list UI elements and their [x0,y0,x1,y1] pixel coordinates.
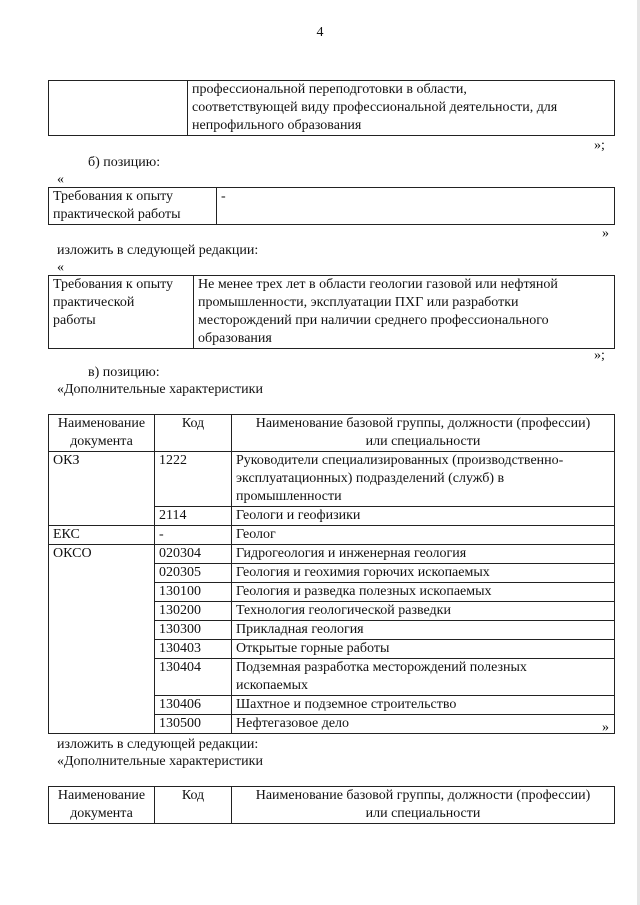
table-cell [49,507,155,526]
paragraph-new-edition: изложить в следующей редакции: [57,737,259,752]
table-row [49,545,615,564]
header-cell: Код [155,787,232,824]
table-cell: Руководители специализированных (производственно- эксплуатационных) подразделений (служб) в промышленности [232,452,615,507]
paragraph-new-edition: изложить в следующей редакции: [57,243,259,258]
table-cell: 130406 [155,696,232,715]
table-cell: Технология геологической разведки [232,602,615,621]
table-cell [49,715,155,734]
section-title: «Дополнительные характеристики [57,754,263,769]
table-row [49,564,615,583]
table-cell: Шахтное и подземное строительство [232,696,615,715]
table-cell: Не менее трех лет в области геологии газовой или нефтяной промышленности, эксплуатации ПХГ или разработки месторождений при наличии среднего профессионального образования [194,276,615,349]
closing-quote: »; [594,348,605,363]
section-title: «Дополнительные характеристики [57,382,263,397]
table-header-row [49,415,615,452]
table-cell: ОКЗ [49,452,155,507]
table-header-row [49,787,615,824]
additional-characteristics-table-new [48,786,615,824]
table-cell: Требования к опыту практической работы [49,188,217,225]
table-cell: 130100 [155,583,232,602]
table-row [49,659,615,696]
closing-quote: » [602,720,609,735]
experience-table-old [48,187,615,225]
table-cell: 130404 [155,659,232,696]
table-cell: 020305 [155,564,232,583]
table-cell [49,602,155,621]
table-cell: Гидрогеология и инженерная геология [232,545,615,564]
header-cell: Наименование документа [49,415,155,452]
table-row [49,602,615,621]
table-row [49,583,615,602]
table-cell [49,81,188,136]
table-cell: Открытые горные работы [232,640,615,659]
closing-quote: » [602,226,609,241]
table-cell: Подземная разработка месторождений полезных ископаемых [232,659,615,696]
opening-quote: « [57,172,64,187]
table-row [49,640,615,659]
table-cell: профессиональной переподготовки в области, соответствующей виду профессиональной деятельности, для непрофильного образования [188,81,615,136]
header-cell: Наименование базовой группы, должности (профессии) или специальности [232,415,615,452]
table-row [49,276,615,349]
table-row [49,715,615,734]
table-cell [49,659,155,696]
table-row [49,621,615,640]
table-row [49,696,615,715]
table-cell [49,564,155,583]
page-number: 4 [316,25,324,40]
table-cell: - [217,188,615,225]
table-row [49,81,615,136]
table-cell: 130500 [155,715,232,734]
continuation-table [48,80,615,136]
table-cell: 130200 [155,602,232,621]
header-cell: Наименование документа [49,787,155,824]
table-cell [49,696,155,715]
table-cell: Нефтегазовое дело [232,715,615,734]
header-cell: Наименование базовой группы, должности (профессии) или специальности [232,787,615,824]
table-cell: ЕКС [49,526,155,545]
additional-characteristics-table [48,414,615,734]
table-cell: 130403 [155,640,232,659]
table-cell [49,583,155,602]
table-cell: 1222 [155,452,232,507]
table-cell: - [155,526,232,545]
table-cell: 2114 [155,507,232,526]
experience-table-new [48,275,615,349]
table-cell: 130300 [155,621,232,640]
table-cell: Требования к опыту практической работы [49,276,194,349]
table-row [49,526,615,545]
header-cell: Код [155,415,232,452]
table-cell: Геология и разведка полезных ископаемых [232,583,615,602]
table-cell: Геолог [232,526,615,545]
table-cell: Прикладная геология [232,621,615,640]
table-row [49,188,615,225]
table-cell: ОКСО [49,545,155,564]
table-cell: Геология и геохимия горючих ископаемых [232,564,615,583]
paragraph-b: б) позицию: [88,155,161,170]
table-row [49,507,615,526]
closing-quote: »; [594,138,605,153]
opening-quote: « [57,260,64,275]
table-cell [49,640,155,659]
table-cell: Геологи и геофизики [232,507,615,526]
table-cell [49,621,155,640]
table-cell: 020304 [155,545,232,564]
paragraph-v: в) позицию: [88,365,160,380]
table-row [49,452,615,507]
